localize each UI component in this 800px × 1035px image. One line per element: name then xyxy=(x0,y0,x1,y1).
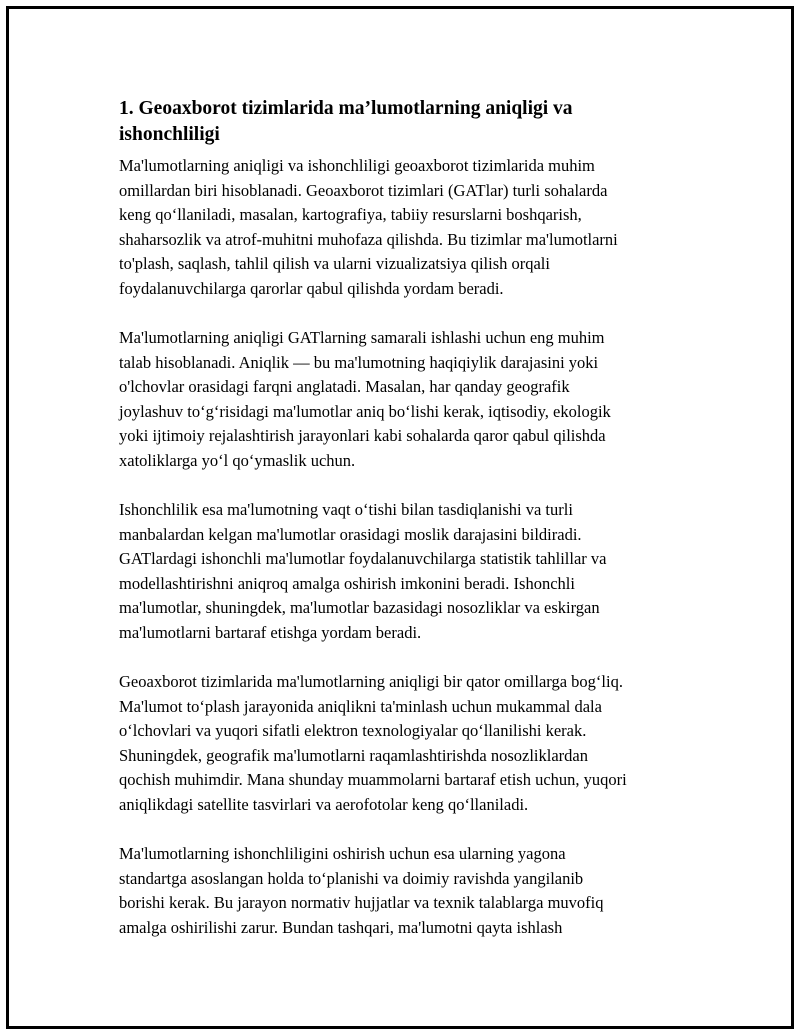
section-heading xyxy=(119,96,689,148)
text-line: manbalardan kelgan ma'lumotlar orasidagi moslik darajasini bildiradi. xyxy=(119,524,582,544)
text-line: GATlardagi ishonchli ma'lumotlar foydalanuvchilarga statistik tahlillar va xyxy=(119,549,607,568)
text-line: yoki ijtimoiy rejalashtirish jarayonlari kabi sohalarda qaror qabul qilishda xyxy=(119,426,606,445)
text-line: xatoliklarga yo‘l qo‘ymaslik uchun. xyxy=(119,450,356,470)
text-line: Ma'lumot to‘plash jarayonida aniqlikni ta'minlash uchun mukammal dala xyxy=(119,696,602,716)
paragraph-2 xyxy=(119,326,689,473)
paragraph-3 xyxy=(119,498,689,645)
paragraph-4 xyxy=(119,670,689,817)
heading-line: 1. Geoaxborot tizimlarida ma’lumotlarning aniqligi va xyxy=(119,98,573,119)
text-line: Ma'lumotlarning aniqligi va ishonchliligi geoaxborot tizimlarida muhim xyxy=(119,156,595,175)
text-line: joylashuv to‘g‘risidagi ma'lumotlar aniq bo‘lishi kerak, iqtisodiy, ekologik xyxy=(119,401,611,421)
paragraph-5 xyxy=(119,842,689,940)
text-line: ma'lumotlarni bartaraf etishga yordam beradi. xyxy=(119,622,422,642)
text-line: ma'lumotlar, shuningdek, ma'lumotlar bazasidagi nosozliklar va eskirgan xyxy=(119,598,600,617)
text-line: omillardan biri hisoblanadi. Geoaxborot tizimlari (GATlar) turli sohalarda xyxy=(119,180,608,200)
text-line: Ma'lumotlarning aniqligi GATlarning samarali ishlashi uchun eng muhim xyxy=(119,328,605,347)
text-line: Ishonchlilik esa ma'lumotning vaqt o‘tishi bilan tasdiqlanishi va turli xyxy=(119,500,573,519)
text-line: to'plash, saqlash, tahlil qilish va ularni vizualizatsiya qilish orqali xyxy=(119,254,550,273)
text-line: keng qo‘llaniladi, masalan, kartografiya, tabiiy resurslarni boshqarish, xyxy=(119,205,582,224)
text-line: standartga asoslangan holda to‘planishi va doimiy ravishda yangilanib xyxy=(119,868,584,888)
paragraph-1 xyxy=(119,154,689,301)
heading-line: ishonchliligi xyxy=(119,124,220,145)
text-line: talab hisoblanadi. Aniqlik — bu ma'lumotning haqiqiylik darajasini yoki xyxy=(119,352,599,372)
text-line: amalga oshirilishi zarur. Bundan tashqari, ma'lumotni qayta ishlash xyxy=(119,917,563,937)
text-line: aniqlikdagi satellite tasvirlari va aerofotolar keng qo‘llaniladi. xyxy=(119,794,529,814)
text-line: qochish muhimdir. Mana shunday muammolarni bartaraf etish uchun, yuqori xyxy=(119,770,627,789)
text-line: Shuningdek, geografik ma'lumotlarni raqamlashtirishda nosozliklardan xyxy=(119,745,588,765)
text-line: modellashtirishni aniqroq amalga oshirish imkonini beradi. Ishonchli xyxy=(119,573,575,593)
text-line: o‘lchovlari va yuqori sifatli elektron texnologiyalar qo‘llanilishi kerak. xyxy=(119,721,587,740)
text-line: Geoaxborot tizimlarida ma'lumotlarning aniqligi bir qator omillarga bog‘liq. xyxy=(119,672,623,691)
document-body xyxy=(119,96,689,965)
text-line: foydalanuvchilarga qarorlar qabul qilishda yordam beradi. xyxy=(119,278,504,298)
text-line: Ma'lumotlarning ishonchliligini oshirish uchun esa ularning yagona xyxy=(119,844,566,863)
text-line: o'lchovlar orasidagi farqni anglatadi. Masalan, har qanday geografik xyxy=(119,377,570,396)
text-line: borishi kerak. Bu jarayon normativ hujjatlar va texnik talablarga muvofiq xyxy=(119,893,604,912)
text-line: shaharsozlik va atrof-muhitni muhofaza qilishda. Bu tizimlar ma'lumotlarni xyxy=(119,229,618,249)
